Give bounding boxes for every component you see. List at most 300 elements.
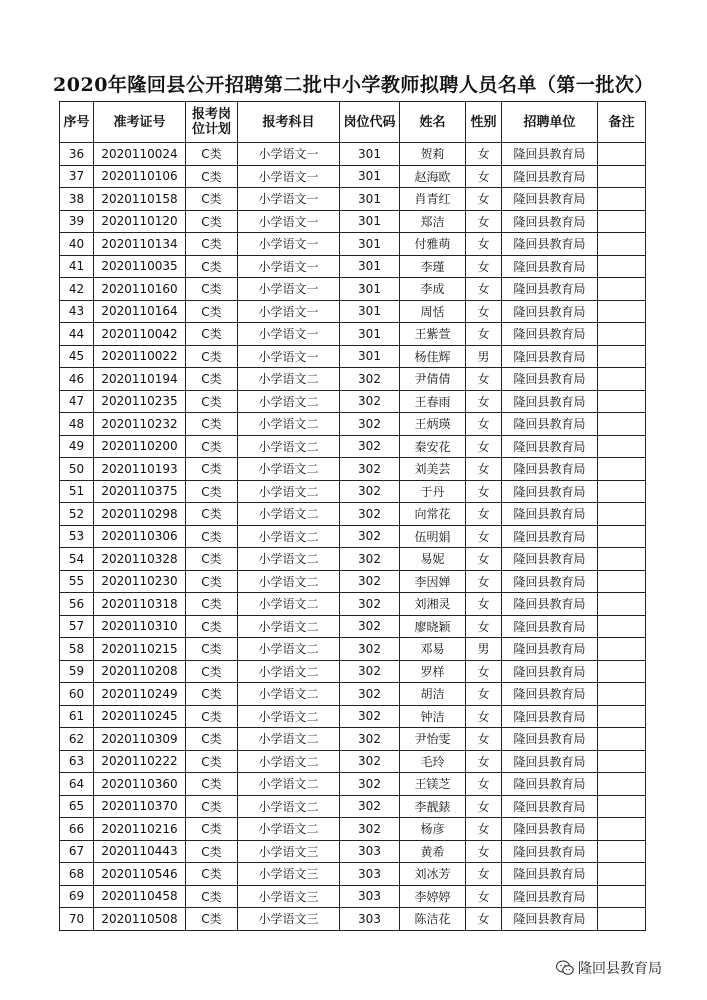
cell-remark bbox=[598, 908, 646, 931]
cell-index: 36 bbox=[60, 143, 94, 166]
cell-index: 43 bbox=[60, 300, 94, 323]
cell-remark bbox=[598, 210, 646, 233]
cell-ticket: 2020110309 bbox=[94, 728, 186, 751]
cell-gender: 女 bbox=[466, 165, 502, 188]
cell-subject: 小学语文二 bbox=[238, 480, 340, 503]
table-row bbox=[60, 548, 646, 571]
cell-name: 刘美芸 bbox=[400, 458, 466, 481]
cell-unit: 隆回县教育局 bbox=[502, 210, 598, 233]
table-row bbox=[60, 345, 646, 368]
cell-gender: 女 bbox=[466, 435, 502, 458]
cell-index: 68 bbox=[60, 863, 94, 886]
cell-gender: 女 bbox=[466, 750, 502, 773]
cell-unit: 隆回县教育局 bbox=[502, 435, 598, 458]
cell-remark bbox=[598, 795, 646, 818]
cell-ticket: 2020110035 bbox=[94, 255, 186, 278]
cell-subject: 小学语文三 bbox=[238, 908, 340, 931]
cell-name: 陈洁花 bbox=[400, 908, 466, 931]
cell-code: 301 bbox=[340, 188, 400, 211]
table-row bbox=[60, 458, 646, 481]
table-row bbox=[60, 863, 646, 886]
cell-code: 302 bbox=[340, 368, 400, 391]
cell-index: 64 bbox=[60, 773, 94, 796]
cell-ticket: 2020110458 bbox=[94, 885, 186, 908]
cell-remark bbox=[598, 413, 646, 436]
cell-unit: 隆回县教育局 bbox=[502, 773, 598, 796]
cell-plan: C类 bbox=[186, 818, 238, 841]
cell-subject: 小学语文一 bbox=[238, 143, 340, 166]
cell-ticket: 2020110328 bbox=[94, 548, 186, 571]
document-title: 2020年隆回县公开招聘第二批中小学教师拟聘人员名单（第一批次） bbox=[53, 74, 654, 96]
cell-index: 46 bbox=[60, 368, 94, 391]
cell-remark bbox=[598, 570, 646, 593]
cell-name: 毛玲 bbox=[400, 750, 466, 773]
cell-code: 302 bbox=[340, 773, 400, 796]
cell-gender: 女 bbox=[466, 795, 502, 818]
cell-remark bbox=[598, 458, 646, 481]
cell-code: 301 bbox=[340, 278, 400, 301]
wechat-footer bbox=[556, 958, 662, 978]
cell-name: 王炳瑛 bbox=[400, 413, 466, 436]
cell-gender: 女 bbox=[466, 413, 502, 436]
cell-name: 李靓錶 bbox=[400, 795, 466, 818]
cell-plan: C类 bbox=[186, 705, 238, 728]
cell-unit: 隆回县教育局 bbox=[502, 188, 598, 211]
cell-ticket: 2020110222 bbox=[94, 750, 186, 773]
cell-code: 303 bbox=[340, 863, 400, 886]
cell-subject: 小学语文二 bbox=[238, 818, 340, 841]
cell-name: 赵海欧 bbox=[400, 165, 466, 188]
cell-code: 301 bbox=[340, 323, 400, 346]
wechat-icon bbox=[556, 960, 574, 976]
cell-subject: 小学语文一 bbox=[238, 255, 340, 278]
cell-unit: 隆回县教育局 bbox=[502, 390, 598, 413]
cell-gender: 女 bbox=[466, 908, 502, 931]
cell-gender: 女 bbox=[466, 278, 502, 301]
cell-name: 王镁芝 bbox=[400, 773, 466, 796]
table-row bbox=[60, 210, 646, 233]
cell-plan: C类 bbox=[186, 683, 238, 706]
cell-gender: 女 bbox=[466, 323, 502, 346]
account-name: 隆回县教育局 bbox=[578, 961, 662, 977]
cell-subject: 小学语文二 bbox=[238, 525, 340, 548]
table-row bbox=[60, 683, 646, 706]
cell-plan: C类 bbox=[186, 570, 238, 593]
cell-name: 尹倩倩 bbox=[400, 368, 466, 391]
cell-index: 38 bbox=[60, 188, 94, 211]
cell-plan: C类 bbox=[186, 728, 238, 751]
cell-unit: 隆回县教育局 bbox=[502, 728, 598, 751]
cell-unit: 隆回县教育局 bbox=[502, 795, 598, 818]
cell-name: 郑洁 bbox=[400, 210, 466, 233]
cell-unit: 隆回县教育局 bbox=[502, 255, 598, 278]
cell-remark bbox=[598, 233, 646, 256]
cell-remark bbox=[598, 593, 646, 616]
cell-code: 303 bbox=[340, 885, 400, 908]
table-row bbox=[60, 503, 646, 526]
table-row bbox=[60, 323, 646, 346]
cell-gender: 男 bbox=[466, 345, 502, 368]
table-row bbox=[60, 480, 646, 503]
cell-remark bbox=[598, 390, 646, 413]
cell-unit: 隆回县教育局 bbox=[502, 908, 598, 931]
cell-ticket: 2020110508 bbox=[94, 908, 186, 931]
cell-remark bbox=[598, 683, 646, 706]
cell-gender: 女 bbox=[466, 885, 502, 908]
cell-subject: 小学语文二 bbox=[238, 795, 340, 818]
cell-unit: 隆回县教育局 bbox=[502, 570, 598, 593]
cell-code: 301 bbox=[340, 345, 400, 368]
cell-index: 55 bbox=[60, 570, 94, 593]
cell-ticket: 2020110249 bbox=[94, 683, 186, 706]
table-row bbox=[60, 278, 646, 301]
cell-name: 贺莉 bbox=[400, 143, 466, 166]
cell-ticket: 2020110232 bbox=[94, 413, 186, 436]
cell-gender: 女 bbox=[466, 525, 502, 548]
col-header-unit: 招聘单位 bbox=[502, 102, 598, 143]
table-row bbox=[60, 638, 646, 661]
roster-body bbox=[60, 143, 646, 931]
cell-remark bbox=[598, 818, 646, 841]
cell-remark bbox=[598, 750, 646, 773]
cell-plan: C类 bbox=[186, 795, 238, 818]
cell-ticket: 2020110310 bbox=[94, 615, 186, 638]
table-row bbox=[60, 660, 646, 683]
cell-ticket: 2020110230 bbox=[94, 570, 186, 593]
cell-subject: 小学语文二 bbox=[238, 368, 340, 391]
cell-gender: 女 bbox=[466, 300, 502, 323]
cell-code: 303 bbox=[340, 908, 400, 931]
cell-unit: 隆回县教育局 bbox=[502, 840, 598, 863]
cell-name: 伍明娟 bbox=[400, 525, 466, 548]
cell-remark bbox=[598, 188, 646, 211]
cell-ticket: 2020110120 bbox=[94, 210, 186, 233]
cell-plan: C类 bbox=[186, 143, 238, 166]
table-row bbox=[60, 570, 646, 593]
cell-remark bbox=[598, 638, 646, 661]
cell-index: 42 bbox=[60, 278, 94, 301]
cell-subject: 小学语文二 bbox=[238, 503, 340, 526]
cell-name: 廖晓颖 bbox=[400, 615, 466, 638]
cell-plan: C类 bbox=[186, 233, 238, 256]
cell-remark bbox=[598, 548, 646, 571]
cell-name: 尹怡雯 bbox=[400, 728, 466, 751]
cell-code: 302 bbox=[340, 660, 400, 683]
cell-plan: C类 bbox=[186, 368, 238, 391]
cell-code: 302 bbox=[340, 728, 400, 751]
cell-remark bbox=[598, 615, 646, 638]
cell-gender: 女 bbox=[466, 210, 502, 233]
cell-subject: 小学语文二 bbox=[238, 705, 340, 728]
cell-index: 52 bbox=[60, 503, 94, 526]
cell-ticket: 2020110215 bbox=[94, 638, 186, 661]
cell-code: 302 bbox=[340, 435, 400, 458]
cell-ticket: 2020110370 bbox=[94, 795, 186, 818]
cell-gender: 女 bbox=[466, 480, 502, 503]
cell-unit: 隆回县教育局 bbox=[502, 615, 598, 638]
cell-index: 50 bbox=[60, 458, 94, 481]
cell-index: 69 bbox=[60, 885, 94, 908]
cell-remark bbox=[598, 345, 646, 368]
cell-plan: C类 bbox=[186, 210, 238, 233]
cell-subject: 小学语文一 bbox=[238, 165, 340, 188]
cell-ticket: 2020110306 bbox=[94, 525, 186, 548]
cell-unit: 隆回县教育局 bbox=[502, 278, 598, 301]
cell-index: 41 bbox=[60, 255, 94, 278]
cell-name: 王春雨 bbox=[400, 390, 466, 413]
cell-code: 301 bbox=[340, 165, 400, 188]
cell-unit: 隆回县教育局 bbox=[502, 863, 598, 886]
cell-subject: 小学语文二 bbox=[238, 615, 340, 638]
cell-plan: C类 bbox=[186, 548, 238, 571]
cell-ticket: 2020110134 bbox=[94, 233, 186, 256]
cell-gender: 女 bbox=[466, 390, 502, 413]
cell-code: 302 bbox=[340, 615, 400, 638]
cell-code: 302 bbox=[340, 638, 400, 661]
cell-remark bbox=[598, 525, 646, 548]
cell-remark bbox=[598, 705, 646, 728]
cell-code: 302 bbox=[340, 570, 400, 593]
cell-unit: 隆回县教育局 bbox=[502, 638, 598, 661]
cell-subject: 小学语文二 bbox=[238, 458, 340, 481]
cell-name: 刘冰芳 bbox=[400, 863, 466, 886]
cell-plan: C类 bbox=[186, 323, 238, 346]
table-header-row bbox=[60, 102, 646, 143]
table-row bbox=[60, 188, 646, 211]
cell-code: 302 bbox=[340, 750, 400, 773]
cell-plan: C类 bbox=[186, 278, 238, 301]
cell-name: 向常花 bbox=[400, 503, 466, 526]
table-row bbox=[60, 413, 646, 436]
cell-gender: 女 bbox=[466, 683, 502, 706]
cell-name: 付雅萌 bbox=[400, 233, 466, 256]
table-row bbox=[60, 525, 646, 548]
cell-code: 301 bbox=[340, 255, 400, 278]
cell-ticket: 2020110106 bbox=[94, 165, 186, 188]
cell-name: 李婷婷 bbox=[400, 885, 466, 908]
cell-code: 302 bbox=[340, 458, 400, 481]
cell-ticket: 2020110245 bbox=[94, 705, 186, 728]
cell-gender: 女 bbox=[466, 773, 502, 796]
cell-subject: 小学语文一 bbox=[238, 345, 340, 368]
cell-index: 66 bbox=[60, 818, 94, 841]
table-row bbox=[60, 728, 646, 751]
cell-name: 周恬 bbox=[400, 300, 466, 323]
cell-index: 44 bbox=[60, 323, 94, 346]
cell-unit: 隆回县教育局 bbox=[502, 300, 598, 323]
table-row bbox=[60, 300, 646, 323]
cell-subject: 小学语文二 bbox=[238, 728, 340, 751]
cell-plan: C类 bbox=[186, 593, 238, 616]
cell-ticket: 2020110208 bbox=[94, 660, 186, 683]
cell-unit: 隆回县教育局 bbox=[502, 750, 598, 773]
cell-name: 刘湘灵 bbox=[400, 593, 466, 616]
cell-gender: 女 bbox=[466, 548, 502, 571]
cell-ticket: 2020110193 bbox=[94, 458, 186, 481]
cell-code: 301 bbox=[340, 300, 400, 323]
cell-remark bbox=[598, 278, 646, 301]
cell-subject: 小学语文三 bbox=[238, 840, 340, 863]
cell-ticket: 2020110022 bbox=[94, 345, 186, 368]
cell-code: 302 bbox=[340, 705, 400, 728]
cell-index: 61 bbox=[60, 705, 94, 728]
cell-code: 301 bbox=[340, 233, 400, 256]
cell-unit: 隆回县教育局 bbox=[502, 480, 598, 503]
col-header-gender: 性别 bbox=[466, 102, 502, 143]
cell-gender: 女 bbox=[466, 188, 502, 211]
cell-plan: C类 bbox=[186, 300, 238, 323]
cell-name: 杨彦 bbox=[400, 818, 466, 841]
table-row bbox=[60, 143, 646, 166]
cell-remark bbox=[598, 435, 646, 458]
cell-unit: 隆回县教育局 bbox=[502, 368, 598, 391]
cell-plan: C类 bbox=[186, 480, 238, 503]
col-header-remark: 备注 bbox=[598, 102, 646, 143]
cell-name: 胡洁 bbox=[400, 683, 466, 706]
cell-plan: C类 bbox=[186, 435, 238, 458]
cell-code: 302 bbox=[340, 413, 400, 436]
cell-ticket: 2020110443 bbox=[94, 840, 186, 863]
cell-code: 301 bbox=[340, 143, 400, 166]
cell-remark bbox=[598, 143, 646, 166]
cell-name: 邓易 bbox=[400, 638, 466, 661]
cell-index: 65 bbox=[60, 795, 94, 818]
cell-index: 54 bbox=[60, 548, 94, 571]
cell-unit: 隆回县教育局 bbox=[502, 705, 598, 728]
cell-subject: 小学语文二 bbox=[238, 570, 340, 593]
cell-name: 黄希 bbox=[400, 840, 466, 863]
cell-subject: 小学语文一 bbox=[238, 210, 340, 233]
cell-ticket: 2020110318 bbox=[94, 593, 186, 616]
cell-name: 李瑾 bbox=[400, 255, 466, 278]
cell-ticket: 2020110158 bbox=[94, 188, 186, 211]
cell-code: 302 bbox=[340, 593, 400, 616]
table-row bbox=[60, 390, 646, 413]
cell-name: 钟洁 bbox=[400, 705, 466, 728]
cell-ticket: 2020110360 bbox=[94, 773, 186, 796]
cell-code: 302 bbox=[340, 795, 400, 818]
cell-subject: 小学语文一 bbox=[238, 323, 340, 346]
cell-unit: 隆回县教育局 bbox=[502, 683, 598, 706]
cell-ticket: 2020110298 bbox=[94, 503, 186, 526]
cell-subject: 小学语文二 bbox=[238, 435, 340, 458]
cell-code: 302 bbox=[340, 390, 400, 413]
cell-remark bbox=[598, 480, 646, 503]
cell-plan: C类 bbox=[186, 390, 238, 413]
table-row bbox=[60, 255, 646, 278]
cell-name: 杨佳辉 bbox=[400, 345, 466, 368]
cell-gender: 女 bbox=[466, 863, 502, 886]
table-row bbox=[60, 165, 646, 188]
cell-code: 303 bbox=[340, 840, 400, 863]
cell-subject: 小学语文一 bbox=[238, 300, 340, 323]
cell-subject: 小学语文二 bbox=[238, 750, 340, 773]
cell-name: 李因婵 bbox=[400, 570, 466, 593]
cell-index: 60 bbox=[60, 683, 94, 706]
cell-code: 302 bbox=[340, 683, 400, 706]
cell-ticket: 2020110216 bbox=[94, 818, 186, 841]
table-row bbox=[60, 615, 646, 638]
cell-plan: C类 bbox=[186, 840, 238, 863]
cell-remark bbox=[598, 728, 646, 751]
cell-plan: C类 bbox=[186, 660, 238, 683]
cell-ticket: 2020110200 bbox=[94, 435, 186, 458]
cell-index: 63 bbox=[60, 750, 94, 773]
cell-subject: 小学语文一 bbox=[238, 233, 340, 256]
cell-unit: 隆回县教育局 bbox=[502, 458, 598, 481]
cell-plan: C类 bbox=[186, 638, 238, 661]
cell-plan: C类 bbox=[186, 525, 238, 548]
cell-name: 易妮 bbox=[400, 548, 466, 571]
cell-remark bbox=[598, 840, 646, 863]
table-row bbox=[60, 750, 646, 773]
cell-index: 57 bbox=[60, 615, 94, 638]
cell-code: 301 bbox=[340, 210, 400, 233]
cell-subject: 小学语文二 bbox=[238, 593, 340, 616]
cell-remark bbox=[598, 323, 646, 346]
cell-index: 67 bbox=[60, 840, 94, 863]
cell-ticket: 2020110160 bbox=[94, 278, 186, 301]
cell-remark bbox=[598, 773, 646, 796]
cell-gender: 女 bbox=[466, 660, 502, 683]
table-row bbox=[60, 773, 646, 796]
cell-index: 59 bbox=[60, 660, 94, 683]
cell-unit: 隆回县教育局 bbox=[502, 165, 598, 188]
col-header-subject: 报考科目 bbox=[238, 102, 340, 143]
cell-remark bbox=[598, 503, 646, 526]
cell-remark bbox=[598, 885, 646, 908]
cell-plan: C类 bbox=[186, 458, 238, 481]
cell-subject: 小学语文二 bbox=[238, 413, 340, 436]
cell-code: 302 bbox=[340, 480, 400, 503]
cell-name: 李成 bbox=[400, 278, 466, 301]
cell-unit: 隆回县教育局 bbox=[502, 503, 598, 526]
cell-remark bbox=[598, 863, 646, 886]
cell-index: 45 bbox=[60, 345, 94, 368]
cell-unit: 隆回县教育局 bbox=[502, 818, 598, 841]
cell-code: 302 bbox=[340, 503, 400, 526]
table-row bbox=[60, 885, 646, 908]
col-header-plan: 报考岗位计划 bbox=[186, 102, 238, 143]
cell-plan: C类 bbox=[186, 615, 238, 638]
cell-name: 王紫萱 bbox=[400, 323, 466, 346]
cell-index: 40 bbox=[60, 233, 94, 256]
cell-gender: 女 bbox=[466, 368, 502, 391]
cell-index: 39 bbox=[60, 210, 94, 233]
cell-gender: 女 bbox=[466, 818, 502, 841]
cell-plan: C类 bbox=[186, 885, 238, 908]
cell-ticket: 2020110235 bbox=[94, 390, 186, 413]
cell-gender: 女 bbox=[466, 143, 502, 166]
cell-gender: 女 bbox=[466, 570, 502, 593]
cell-index: 51 bbox=[60, 480, 94, 503]
cell-index: 37 bbox=[60, 165, 94, 188]
cell-ticket: 2020110164 bbox=[94, 300, 186, 323]
cell-unit: 隆回县教育局 bbox=[502, 143, 598, 166]
table-row bbox=[60, 795, 646, 818]
cell-ticket: 2020110194 bbox=[94, 368, 186, 391]
table-row bbox=[60, 435, 646, 458]
cell-plan: C类 bbox=[186, 165, 238, 188]
cell-subject: 小学语文一 bbox=[238, 278, 340, 301]
cell-name: 于丹 bbox=[400, 480, 466, 503]
col-header-index: 序号 bbox=[60, 102, 94, 143]
cell-remark bbox=[598, 255, 646, 278]
cell-subject: 小学语文三 bbox=[238, 885, 340, 908]
table-row bbox=[60, 818, 646, 841]
col-header-name: 姓名 bbox=[400, 102, 466, 143]
cell-plan: C类 bbox=[186, 750, 238, 773]
